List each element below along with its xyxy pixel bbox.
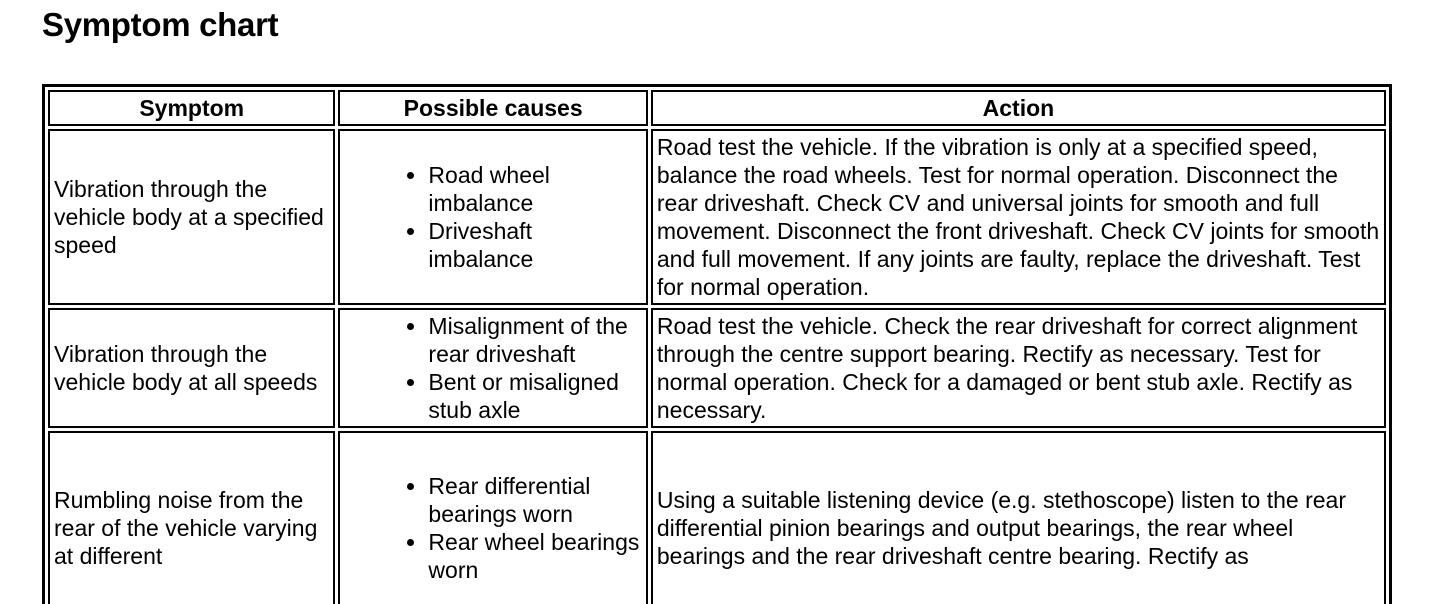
causes-list — [344, 161, 641, 273]
action-cell: Using a suitable listening device (e.g. stethoscope) listen to the rear differential pinion bearings and output bearings, the rear wheel bearings and the rear driveshaft centre bearing. Rectify as — [651, 431, 1386, 604]
header-action: Action — [651, 90, 1386, 126]
cause-item: • Rear differential bearings worn — [428, 472, 641, 528]
causes-cell — [338, 308, 647, 428]
cause-item: • Bent or misaligned stub axle — [428, 368, 641, 424]
symptom-table-container — [42, 84, 1392, 604]
action-cell: Road test the vehicle. If the vibration is only at a specified speed, balance the road wheels. Test for normal operation. Disconnect the rear driveshaft. Check CV and universal joints for smooth and full movement. Disconnect the front driveshaft. Check CV joints for smooth and full movement. If any joints are faulty, replace the driveshaft. Test for normal operation. — [651, 129, 1386, 305]
causes-list — [344, 472, 641, 584]
table-row — [48, 431, 1386, 604]
action-cell: Road test the vehicle. Check the rear driveshaft for correct alignment through the centre support bearing. Rectify as necessary. Test for normal operation. Check for a damaged or bent stub axle. Rectify as necessary. — [651, 308, 1386, 428]
cause-item: • Rear wheel bearings worn — [428, 528, 641, 584]
causes-cell — [338, 129, 647, 305]
symptom-cell: Vibration through the vehicle body at a specified speed — [48, 129, 335, 305]
table-row — [48, 129, 1386, 305]
symptom-cell: Vibration through the vehicle body at all speeds — [48, 308, 335, 428]
header-possible-causes: Possible causes — [338, 90, 647, 126]
causes-cell — [338, 431, 647, 604]
symptom-table — [42, 84, 1392, 604]
cause-item: • Misalignment of the rear driveshaft — [428, 312, 641, 368]
page-title: Symptom chart — [42, 6, 279, 43]
table-header-row — [48, 90, 1386, 126]
cause-item: • Driveshaft imbalance — [428, 217, 641, 273]
table-row — [48, 308, 1386, 428]
symptom-cell: Rumbling noise from the rear of the vehicle varying at different — [48, 431, 335, 604]
causes-list — [344, 312, 641, 424]
cause-item: • Road wheel imbalance — [428, 161, 641, 217]
header-symptom: Symptom — [48, 90, 335, 126]
